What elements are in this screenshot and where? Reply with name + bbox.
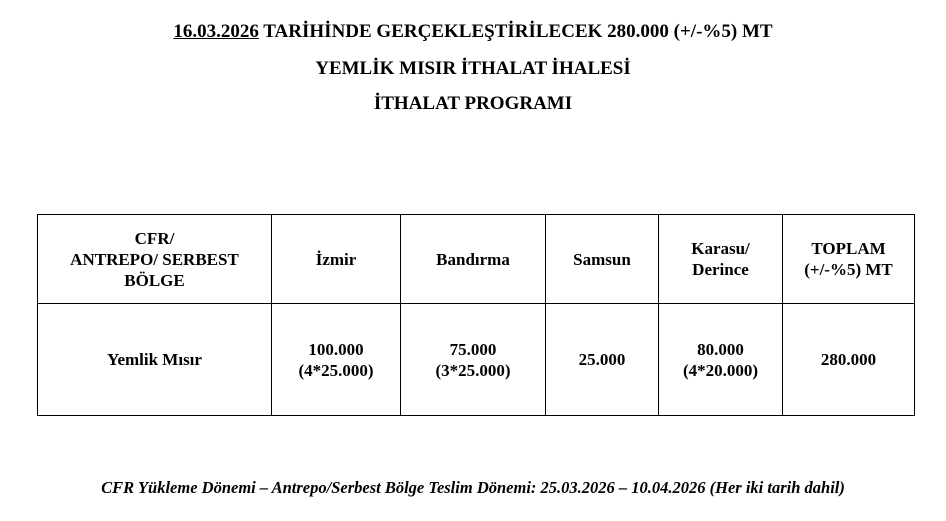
table-row xyxy=(38,304,915,416)
header-cell-samsun: Samsun xyxy=(546,215,659,304)
table-header-row xyxy=(38,215,915,304)
cell-samsun-quantity: 25.000 xyxy=(546,304,659,416)
delivery-period-note: CFR Yükleme Dönemi – Antrepo/Serbest Bölge Teslim Dönemi: 25.03.2026 – 10.04.2026 (Her iki tarih dahil) xyxy=(101,478,845,497)
cell-total-quantity: 280.000 xyxy=(783,304,915,416)
cell-izmir-quantity: 100.000 (4*25.000) xyxy=(272,304,401,416)
title-line-1-text: TARİHİNDE GERÇEKLEŞTİRİLECEK 280.000 (+/-%5) MT xyxy=(258,21,773,42)
tender-date: 16.03.2026 xyxy=(173,21,259,42)
cell-karasu-derince-quantity: 80.000 (4*20.000) xyxy=(659,304,783,416)
import-program-table xyxy=(37,214,915,416)
title-line-2: YEMLİK MISIR İTHALAT İHALESİ xyxy=(315,58,631,79)
title-line-3: İTHALAT PROGRAMI xyxy=(373,93,573,114)
header-cell-bandirma: Bandırma xyxy=(401,215,546,304)
header-cell-total: TOPLAM (+/-%5) MT xyxy=(783,215,915,304)
cell-product: Yemlik Mısır xyxy=(38,304,272,416)
header-cell-delivery-type: CFR/ ANTREPO/ SERBEST BÖLGE xyxy=(38,215,272,304)
header-cell-karasu-derince: Karasu/ Derince xyxy=(659,215,783,304)
title-line-1 xyxy=(0,21,946,43)
header-cell-izmir: İzmir xyxy=(272,215,401,304)
cell-bandirma-quantity: 75.000 (3*25.000) xyxy=(401,304,546,416)
